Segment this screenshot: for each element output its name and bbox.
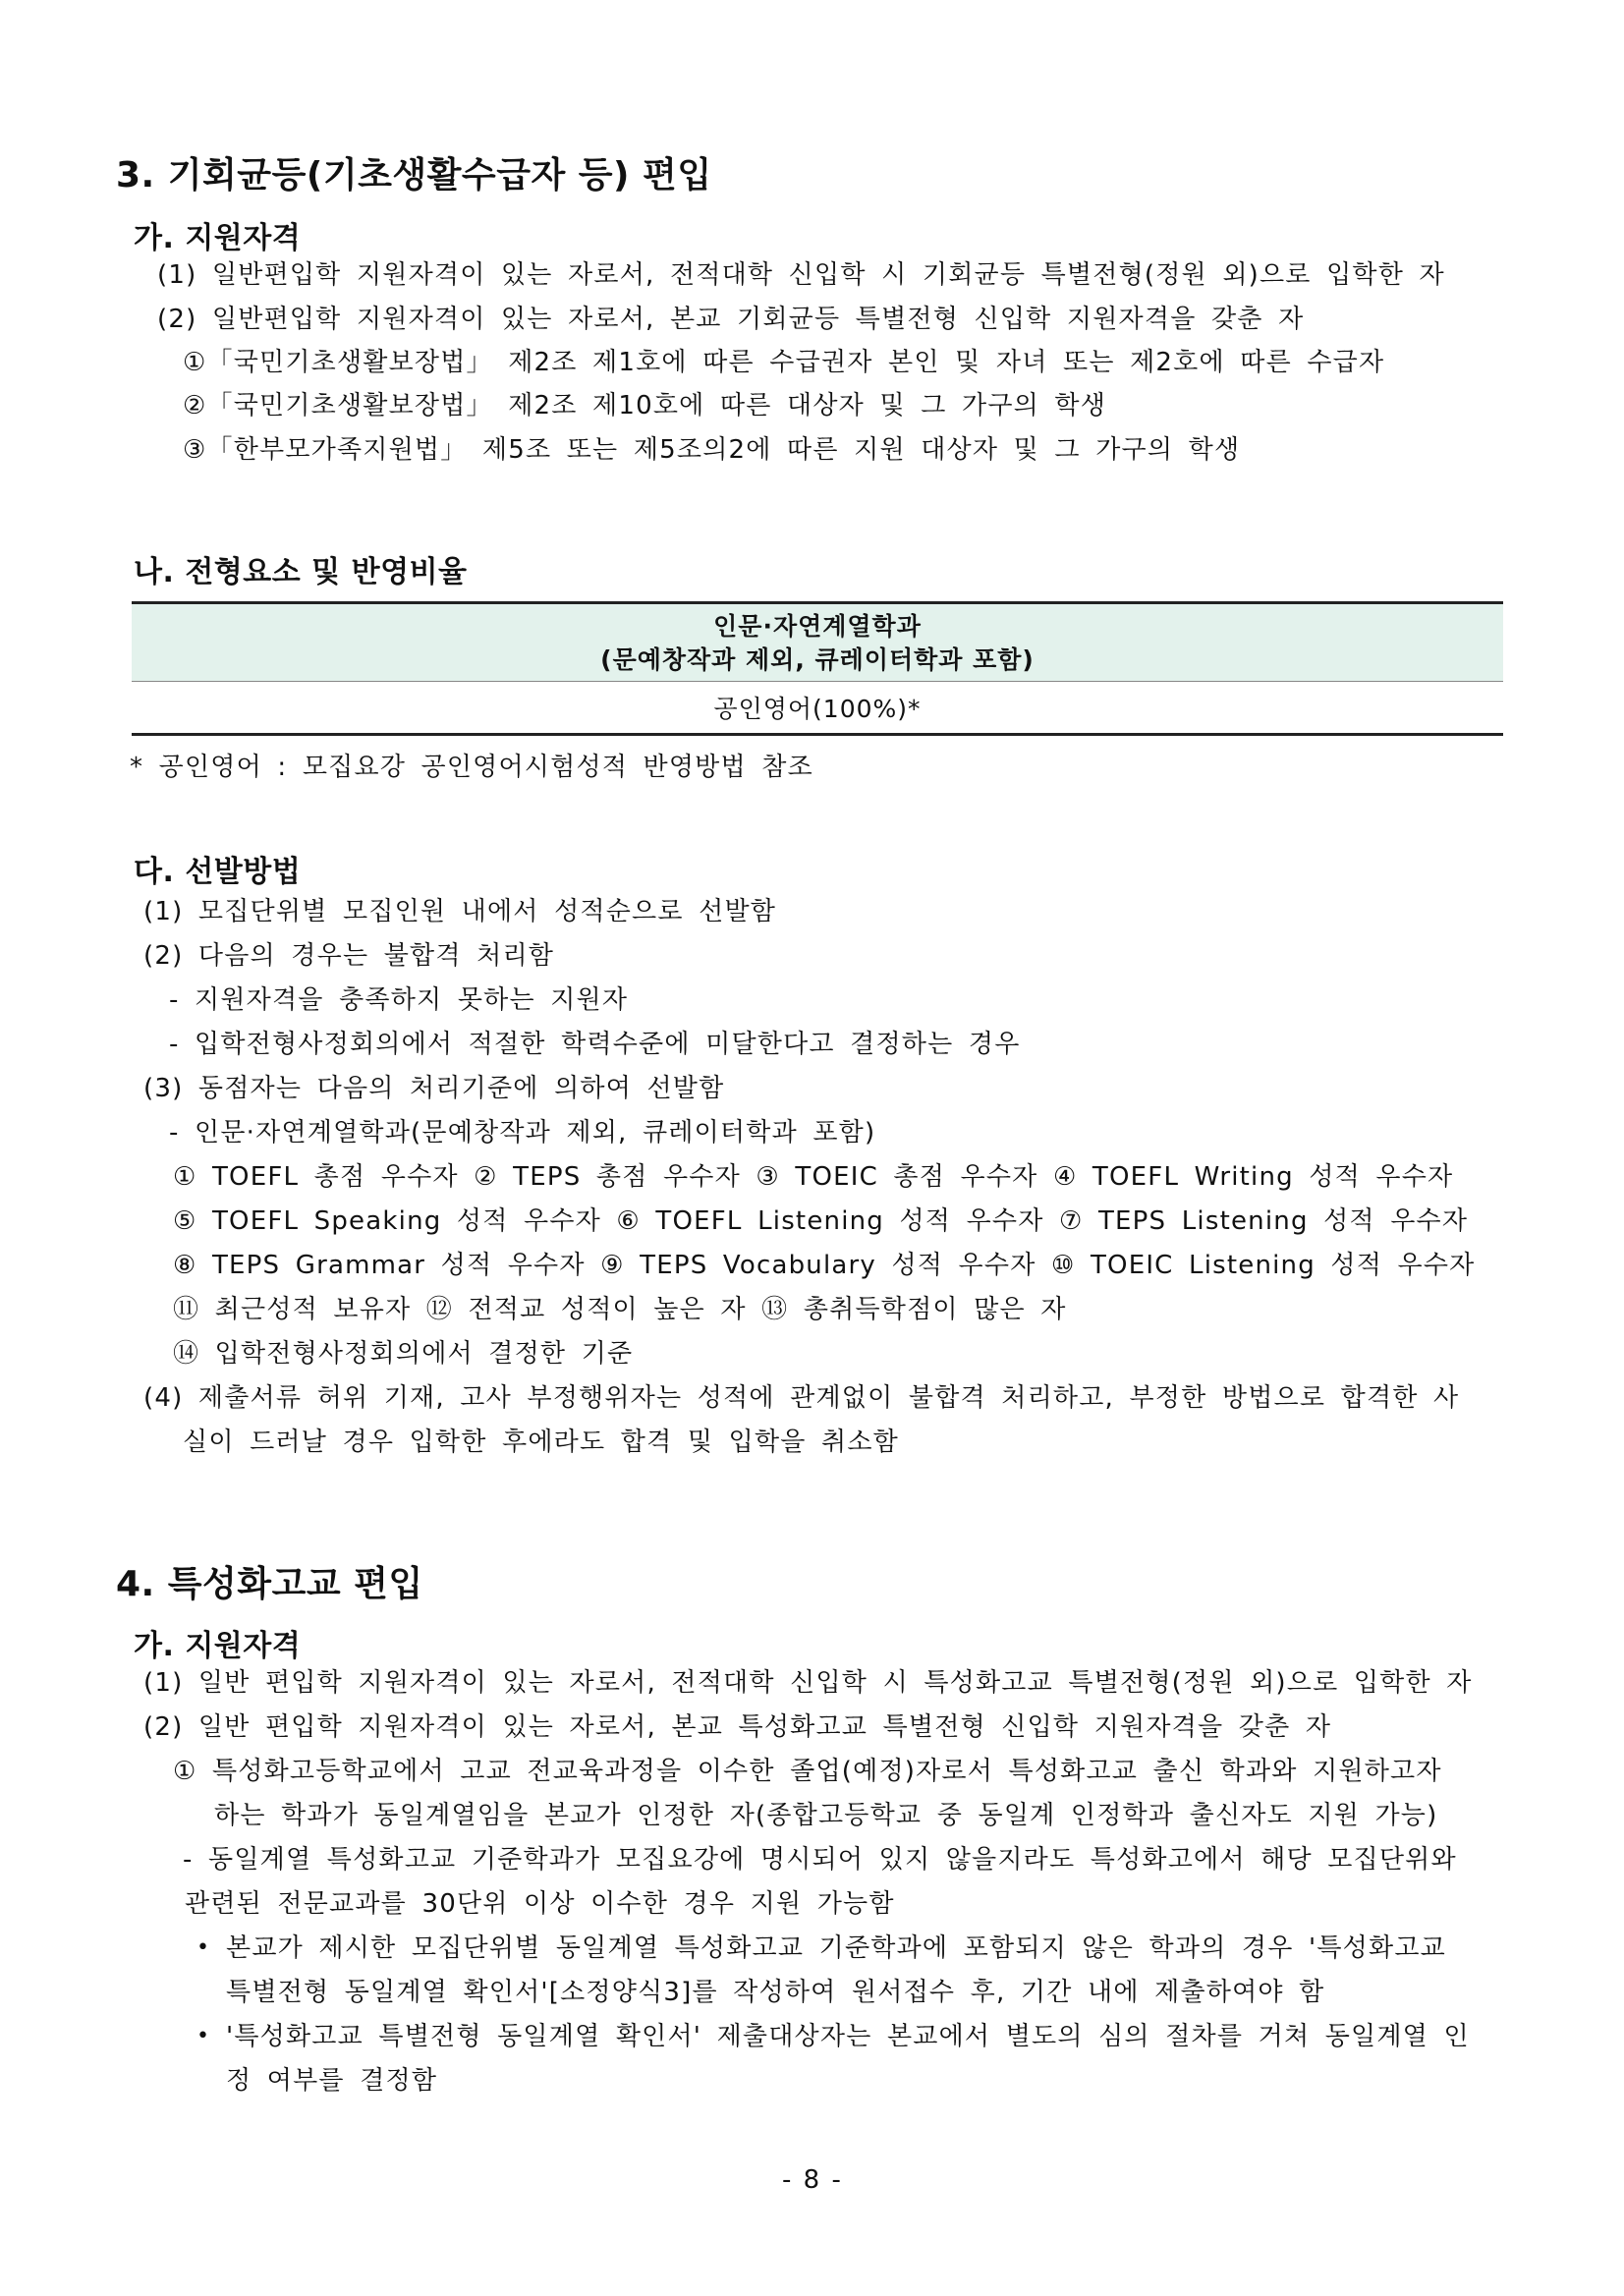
bullet-icon: • bbox=[196, 2024, 209, 2048]
section4-ga-line-9: '특성화고교 특별전형 동일계열 확인서' 제출대상자는 본교에서 별도의 심의 절차를 거쳐 동일계열 인 bbox=[226, 2022, 1470, 2051]
section4-ga-line-4: 하는 학과가 동일계열임을 본교가 인정한 자(종합고등학교 중 동일계 인정학과 출신자도 지원 가능) bbox=[214, 1801, 1438, 1830]
table-value-cell: 공인영어(100%)* bbox=[132, 682, 1503, 735]
section3-ga-heading: 가. 지원자격 bbox=[134, 221, 302, 255]
section4-ga-line-5: - 동일계열 특성화고교 기준학과가 모집요강에 명시되어 있지 않을지라도 특성화고에서 해당 모집단위와 bbox=[183, 1845, 1457, 1875]
section3-da-line-9: ⑧ TEPS Grammar 성적 우수자 ⑨ TEPS Vocabulary 성적 우수자 ⑩ TOEIC Listening 성적 우수자 bbox=[173, 1251, 1476, 1280]
section3-da-line-10: ⑪ 최근성적 보유자 ⑫ 전적교 성적이 높은 자 ⑬ 총취득학점이 많은 자 bbox=[173, 1295, 1067, 1324]
section3-ga-subitem-1: ①「국민기초생활보장법」 제2조 제1호에 따른 수급권자 본인 및 자녀 또는 제2호에 따른 수급자 bbox=[183, 348, 1385, 377]
section3-da-line-6: - 인문·자연계열학과(문예창작과 제외, 큐레이터학과 포함) bbox=[169, 1118, 876, 1148]
selection-ratio-table bbox=[132, 601, 1503, 736]
section4-ga-line-2: (2) 일반 편입학 지원자격이 있는 자로서, 본교 특성화고교 특별전형 신입학 지원자격을 갖춘 자 bbox=[143, 1712, 1332, 1742]
section4-ga-line-8: 특별전형 동일계열 확인서'[소정양식3]를 작성하여 원서접수 후, 기간 내에 제출하여야 함 bbox=[226, 1978, 1325, 2007]
section3-na-note: * 공인영어 : 모집요강 공인영어시험성적 반영방법 참조 bbox=[130, 753, 813, 782]
table-header-line2: (문예창작과 제외, 큐레이터학과 포함) bbox=[600, 645, 1035, 674]
section3-da-line-5: (3) 동점자는 다음의 처리기준에 의하여 선발함 bbox=[143, 1074, 725, 1103]
section4-ga-line-7: 본교가 제시한 모집단위별 동일계열 특성화고교 기준학과에 포함되지 않은 학과의 경우 '특성화고교 bbox=[226, 1933, 1446, 1963]
section4-ga-line-6: 관련된 전문교과를 30단위 이상 이수한 경우 지원 가능함 bbox=[185, 1889, 895, 1919]
section3-da-line-4: - 입학전형사정회의에서 적절한 학력수준에 미달한다고 결정하는 경우 bbox=[169, 1030, 1021, 1059]
section4-ga-line-3: ① 특성화고등학교에서 고교 전교육과정을 이수한 졸업(예정)자로서 특성화고교 출신 학과와 지원하고자 bbox=[173, 1757, 1442, 1786]
section3-ga-item-1: (1) 일반편입학 지원자격이 있는 자로서, 전적대학 신입학 시 기회균등 특별전형(정원 외)으로 입학한 자 bbox=[157, 260, 1445, 290]
section4-ga-line-1: (1) 일반 편입학 지원자격이 있는 자로서, 전적대학 신입학 시 특성화고교 특별전형(정원 외)으로 입학한 자 bbox=[143, 1668, 1473, 1698]
section3-da-line-2: (2) 다음의 경우는 불합격 처리함 bbox=[143, 941, 555, 971]
section4-ga-line-10: 정 여부를 결정함 bbox=[226, 2066, 438, 2096]
section4-ga-heading: 가. 지원자격 bbox=[134, 1629, 302, 1663]
page-number: - 8 - bbox=[782, 2165, 843, 2195]
section3-da-line-8: ⑤ TOEFL Speaking 성적 우수자 ⑥ TOEFL Listening 성적 우수자 ⑦ TEPS Listening 성적 우수자 bbox=[173, 1206, 1469, 1236]
section3-da-line-12: (4) 제출서류 허위 기재, 고사 부정행위자는 성적에 관계없이 불합격 처리하고, 부정한 방법으로 합격한 사 bbox=[143, 1383, 1460, 1413]
section3-da-line-11: ⑭ 입학전형사정회의에서 결정한 기준 bbox=[173, 1339, 634, 1369]
section3-na-heading: 나. 전형요소 및 반영비율 bbox=[134, 555, 468, 589]
section3-da-heading: 다. 선발방법 bbox=[134, 855, 302, 889]
section3-ga-subitem-2: ②「국민기초생활보장법」 제2조 제10호에 따른 대상자 및 그 가구의 학생 bbox=[183, 391, 1107, 420]
bullet-icon: • bbox=[196, 1935, 209, 1960]
section3-da-line-3: - 지원자격을 충족하지 못하는 지원자 bbox=[169, 985, 629, 1015]
section3-da-line-7: ① TOEFL 총점 우수자 ② TEPS 총점 우수자 ③ TOEIC 총점 우수자 ④ TOEFL Writing 성적 우수자 bbox=[173, 1162, 1454, 1192]
section3-da-line-1: (1) 모집단위별 모집인원 내에서 성적순으로 선발함 bbox=[143, 897, 777, 926]
section3-ga-item-2: (2) 일반편입학 지원자격이 있는 자로서, 본교 기회균등 특별전형 신입학 지원자격을 갖춘 자 bbox=[157, 305, 1305, 334]
section3-da-line-13: 실이 드러날 경우 입학한 후에라도 합격 및 입학을 취소함 bbox=[183, 1428, 899, 1457]
table-header-line1: 인문·자연계열학과 bbox=[713, 612, 922, 641]
section4-title: 4. 특성화고교 편입 bbox=[116, 1564, 423, 1604]
section3-title: 3. 기회균등(기초생활수급자 등) 편입 bbox=[116, 155, 712, 196]
table-header-cell bbox=[132, 603, 1503, 682]
section3-ga-subitem-3: ③「한부모가족지원법」 제5조 또는 제5조의2에 따른 지원 대상자 및 그 가구의 학생 bbox=[183, 435, 1241, 465]
